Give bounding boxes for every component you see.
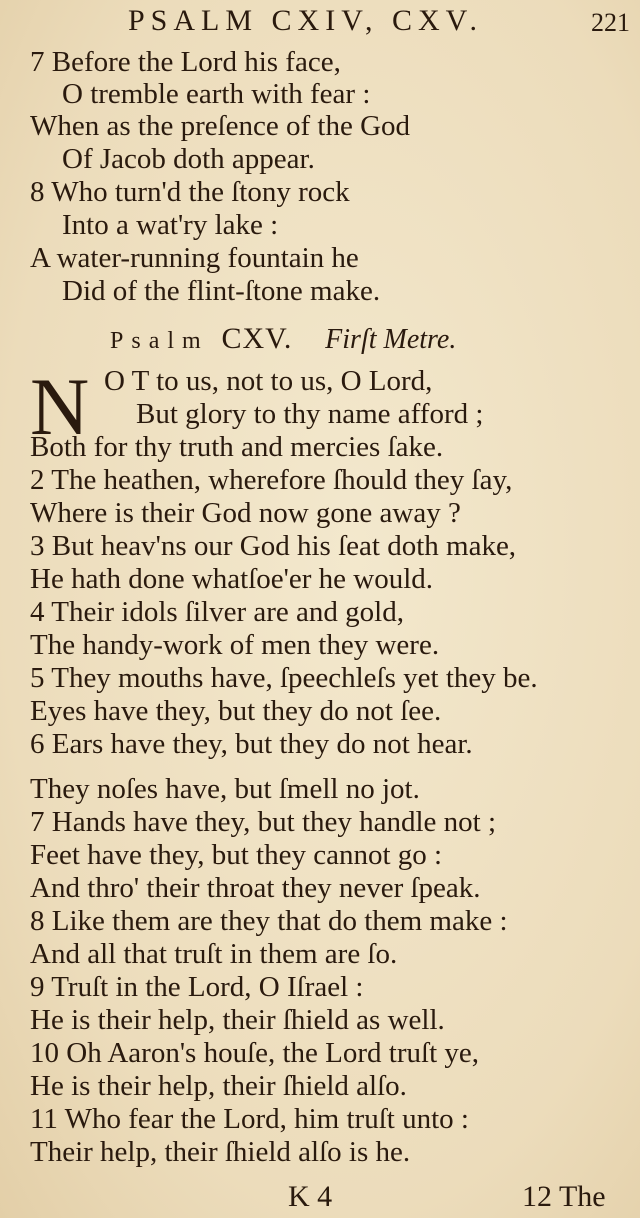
page-footer (0, 1180, 640, 1216)
verse-line: The handy-work of men they were. (30, 629, 440, 661)
verse-line: 10 Oh Aaron's houſe, the Lord truſt ye, (30, 1037, 480, 1069)
verse-line: Into a wat'ry lake : (62, 209, 279, 241)
verse-line: Of Jacob doth appear. (62, 143, 315, 175)
verse-line: And thro' their throat they never ſpeak. (30, 872, 481, 904)
verse-line: He is their help, their ſhield alſo. (30, 1070, 407, 1102)
verse-line: But glory to thy name afford ; (136, 398, 484, 430)
verse-line: 9 Truſt in the Lord, O Iſrael : (30, 971, 364, 1003)
verse-line: A water-running fountain he (30, 242, 359, 274)
verse-line: 7 Before the Lord his face, (30, 46, 341, 78)
verse-line: 8 Who turn'd the ſtony rock (30, 176, 350, 208)
page-number: 221 (591, 8, 630, 37)
running-head: PSALM CXIV, CXV. (128, 4, 483, 37)
verse-line: 6 Ears have they, but they do not hear. (30, 728, 473, 760)
verse-line: O T to us, not to us, O Lord, (104, 365, 433, 397)
verse-line: Where is their God now gone away ? (30, 497, 461, 529)
verse-line: 5 They mouths have, ſpeechleſs yet they be. (30, 662, 538, 694)
psalm-title-name: Psalm (110, 328, 209, 354)
verse-line: Both for thy truth and mercies ſake. (30, 431, 444, 463)
verse-line: 3 But heav'ns our God his ſeat doth make, (30, 530, 517, 562)
verse-line: 2 The heathen, wherefore ſhould they ſay, (30, 464, 513, 496)
verse-line: 11 Who fear the Lord, him truſt unto : (30, 1103, 469, 1135)
verse-line: He hath done whatſoe'er he would. (30, 563, 434, 595)
page-header (0, 4, 640, 44)
verse-line: O tremble earth with fear : (62, 78, 371, 110)
signature-mark: K 4 (288, 1180, 333, 1213)
psalm-metre: Firſt Metre. (325, 324, 457, 355)
verse-line: Eyes have they, but they do not ſee. (30, 695, 442, 727)
psalm-title-number: CXV. (221, 322, 293, 355)
verse-line: They noſes have, but ſmell no jot. (30, 773, 420, 805)
verse-line: Feet have they, but they cannot go : (30, 839, 443, 871)
verse-line: Did of the flint-ſtone make. (62, 275, 381, 307)
verse-line: Their help, their ſhield alſo is he. (30, 1136, 411, 1168)
verse-line: 7 Hands have they, but they handle not ; (30, 806, 497, 838)
verse-line: 8 Like them are they that do them make : (30, 905, 508, 937)
drop-cap: N (30, 361, 90, 452)
verse-line: He is their help, their ſhield as well. (30, 1004, 445, 1036)
verse-line: When as the preſence of the God (30, 110, 411, 142)
catchword: 12 The (522, 1180, 606, 1213)
psalm-title (110, 322, 456, 356)
verse-line: And all that truſt in them are ſo. (30, 938, 398, 970)
verse-line: 4 Their idols ſilver are and gold, (30, 596, 404, 628)
